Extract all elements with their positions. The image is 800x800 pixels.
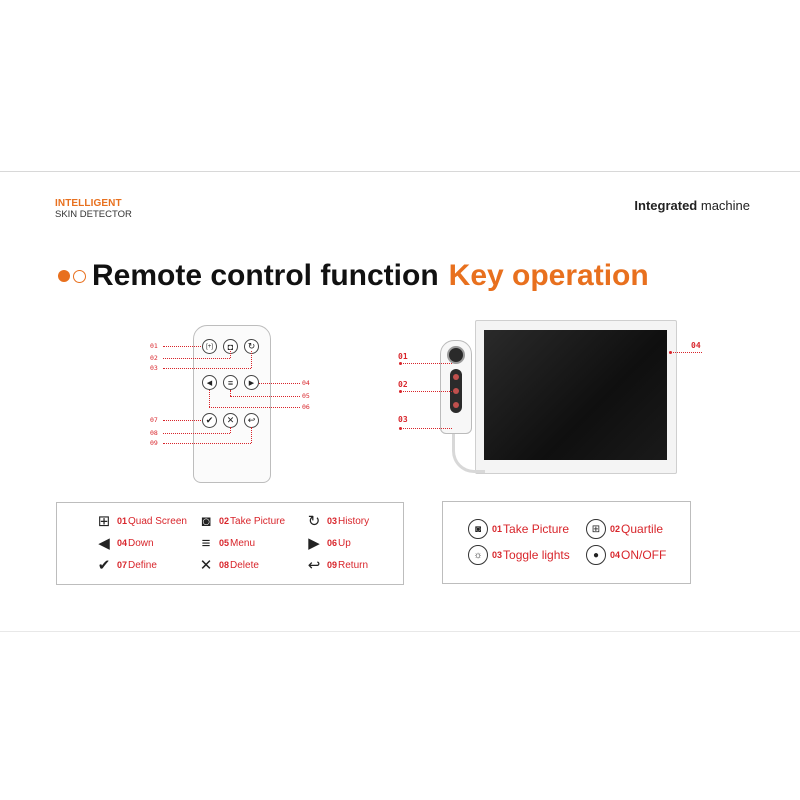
legend-label: Down bbox=[128, 537, 154, 549]
monitor-screen bbox=[484, 330, 667, 460]
legend-num: 06 bbox=[327, 538, 338, 548]
power-icon: ● bbox=[586, 545, 606, 565]
camera-icon: ◙ bbox=[201, 512, 211, 530]
probe-button[interactable] bbox=[453, 402, 459, 408]
quad-screen-icon: [+] bbox=[206, 343, 213, 350]
remote-callout-08: 08 bbox=[150, 429, 158, 437]
brand-line2: SKIN DETECTOR bbox=[55, 209, 132, 220]
legend-label: Menu bbox=[230, 537, 256, 549]
remote-callout-03: 03 bbox=[150, 364, 158, 372]
remote-btn-check[interactable] bbox=[202, 413, 217, 428]
brand-logo bbox=[55, 198, 132, 220]
probe-lens bbox=[447, 346, 465, 364]
page-title bbox=[58, 256, 649, 296]
left-triangle-icon: ◀ bbox=[98, 535, 110, 552]
leader-line bbox=[163, 433, 230, 434]
legend-item-define bbox=[95, 557, 157, 573]
legend-num: 02 bbox=[219, 516, 230, 526]
check-icon: ✔ bbox=[205, 415, 214, 425]
device-callout-01: 01 bbox=[398, 352, 408, 361]
legend-num: 03 bbox=[492, 550, 503, 560]
leader-line bbox=[400, 363, 452, 364]
return-icon: ↩ bbox=[307, 557, 321, 574]
legend-item-take-picture bbox=[468, 519, 569, 539]
legend-num: 07 bbox=[117, 560, 128, 570]
remote-btn-cross[interactable] bbox=[223, 413, 238, 428]
legend-label: Toggle lights bbox=[503, 548, 570, 562]
legend-item-return bbox=[305, 557, 368, 573]
leader-line bbox=[230, 396, 300, 397]
title-black: Remote control function bbox=[92, 259, 439, 292]
legend-num: 01 bbox=[492, 524, 503, 534]
history-icon: ↻ bbox=[247, 341, 256, 351]
remote-btn-left[interactable] bbox=[202, 375, 217, 390]
outline-dot-icon bbox=[73, 270, 86, 283]
device-callout-02: 02 bbox=[398, 380, 408, 389]
brand-line1: INTELLIGENT bbox=[55, 198, 122, 209]
right-arrow-icon: ▶ bbox=[248, 379, 255, 387]
legend-label: Quartile bbox=[621, 522, 664, 536]
leader-line bbox=[670, 352, 702, 353]
history-icon: ↻ bbox=[307, 513, 321, 530]
leader-line bbox=[400, 391, 452, 392]
leader-line bbox=[230, 351, 231, 358]
legend-item-down bbox=[95, 535, 154, 551]
legend-item-menu bbox=[197, 535, 255, 551]
model-name-rest: machine bbox=[697, 198, 750, 213]
legend-num: 09 bbox=[327, 560, 338, 570]
leader-line bbox=[163, 420, 201, 421]
legend-num: 02 bbox=[610, 524, 621, 534]
legend-label: Up bbox=[338, 537, 351, 549]
probe-cable bbox=[452, 430, 485, 473]
light-icon: ☼ bbox=[468, 545, 488, 565]
legend-label: History bbox=[338, 515, 370, 527]
leader-line bbox=[230, 427, 231, 433]
leader-line bbox=[209, 407, 300, 408]
callout-dot bbox=[669, 351, 672, 354]
leader-line bbox=[163, 368, 251, 369]
legend-label: Quad Screen bbox=[128, 515, 187, 527]
menu-icon: ≡ bbox=[227, 377, 234, 388]
remote-callout-09: 09 bbox=[150, 439, 158, 447]
callout-dot bbox=[399, 362, 402, 365]
leader-line bbox=[163, 443, 251, 444]
menu-icon: ≡ bbox=[201, 534, 211, 552]
leader-line bbox=[251, 427, 252, 443]
return-icon: ↩ bbox=[247, 415, 256, 425]
remote-btn-right[interactable] bbox=[244, 375, 259, 390]
legend-num: 04 bbox=[610, 550, 621, 560]
device-callout-04: 04 bbox=[691, 341, 701, 350]
handheld-probe bbox=[440, 340, 472, 434]
remote-btn-quad[interactable] bbox=[202, 339, 217, 354]
monitor bbox=[475, 320, 677, 474]
legend-label: Take Picture bbox=[503, 522, 570, 536]
remote-callout-05: 05 bbox=[302, 392, 310, 400]
remote-callout-02: 02 bbox=[150, 354, 158, 362]
legend-item-history bbox=[305, 513, 369, 529]
legend-item-take-picture bbox=[197, 513, 285, 529]
check-icon: ✔ bbox=[97, 557, 111, 574]
remote-callout-04: 04 bbox=[302, 379, 310, 387]
legend-num: 08 bbox=[219, 560, 230, 570]
remote-callout-07: 07 bbox=[150, 416, 158, 424]
cross-icon: ✕ bbox=[226, 415, 235, 425]
camera-icon: ◘ bbox=[227, 341, 234, 352]
leader-line bbox=[259, 383, 300, 384]
remote-callout-06: 06 bbox=[302, 403, 310, 411]
remote-btn-return[interactable] bbox=[244, 413, 259, 428]
callout-dot bbox=[399, 427, 402, 430]
legend-item-on-off bbox=[586, 545, 666, 565]
leader-line bbox=[400, 428, 452, 429]
leader-line bbox=[163, 346, 201, 347]
legend-label: Delete bbox=[230, 559, 259, 571]
right-triangle-icon: ▶ bbox=[308, 535, 320, 552]
callout-dot bbox=[399, 390, 402, 393]
leader-line bbox=[163, 358, 230, 359]
slide bbox=[0, 171, 800, 632]
remote-callout-01: 01 bbox=[150, 342, 158, 350]
legend-item-quartile bbox=[586, 519, 663, 539]
legend-num: 03 bbox=[327, 516, 338, 526]
cross-icon: ✕ bbox=[199, 557, 213, 574]
filled-dot-icon bbox=[58, 270, 70, 282]
legend-item-toggle-lights bbox=[468, 545, 570, 565]
remote-legend-box bbox=[56, 502, 404, 585]
remote-btn-menu[interactable] bbox=[223, 375, 238, 390]
device-callout-03: 03 bbox=[398, 415, 408, 424]
probe-button[interactable] bbox=[453, 388, 459, 394]
legend-num: 04 bbox=[117, 538, 128, 548]
title-orange: Key operation bbox=[448, 259, 649, 292]
legend-label: Return bbox=[338, 559, 369, 571]
probe-button[interactable] bbox=[453, 374, 459, 380]
legend-item-quad-screen bbox=[95, 513, 187, 529]
legend-item-up bbox=[305, 535, 351, 551]
leader-line bbox=[209, 390, 210, 407]
leader-line bbox=[230, 390, 231, 396]
camera-icon: ◙ bbox=[468, 519, 488, 539]
legend-num: 01 bbox=[117, 516, 128, 526]
model-name-bold: Integrated bbox=[634, 198, 698, 213]
legend-label: ON/OFF bbox=[621, 548, 667, 562]
legend-item-delete bbox=[197, 557, 259, 573]
legend-label: Define bbox=[128, 559, 157, 571]
quad-screen-icon: ⊞ bbox=[97, 513, 111, 530]
legend-label: Take Picture bbox=[230, 515, 286, 527]
model-name bbox=[634, 198, 750, 213]
device-legend-box bbox=[442, 501, 691, 584]
leader-line bbox=[251, 351, 252, 368]
remote-control bbox=[193, 325, 271, 483]
left-arrow-icon: ◀ bbox=[206, 379, 213, 387]
legend-num: 05 bbox=[219, 538, 230, 548]
quad-screen-icon: ⊞ bbox=[586, 519, 606, 539]
